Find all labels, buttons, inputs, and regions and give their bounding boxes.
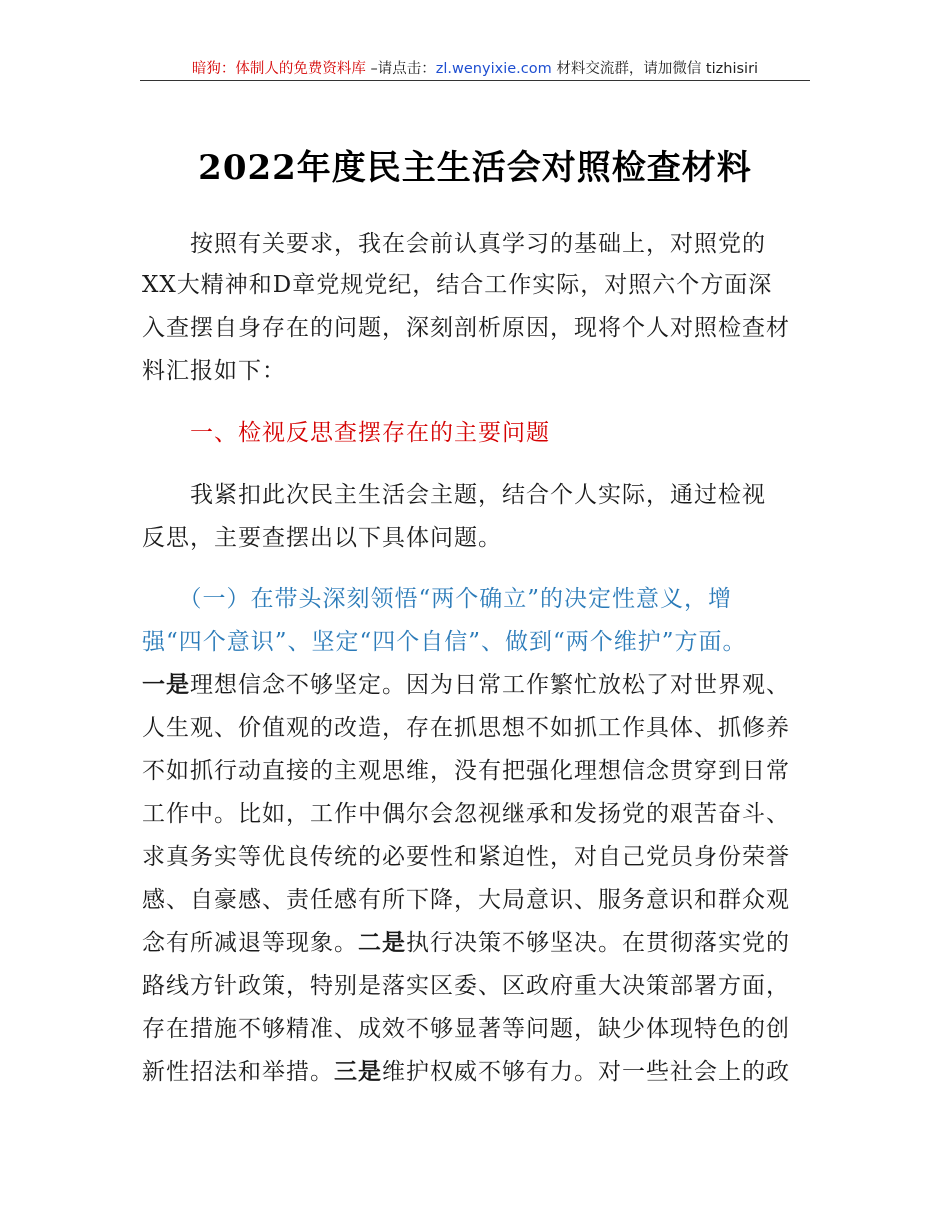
header-contact: 材料交流群，请加微信 tizhisiri xyxy=(551,61,759,77)
point-one-label: 一是 xyxy=(142,671,190,698)
body-line-7: 念有所减退等现象。二是执行决策不够坚决。在贯彻落实党的 xyxy=(142,929,790,956)
body-line-9: 存在措施不够精准、成效不够显著等问题，缺少体现特色的创 xyxy=(142,1016,790,1042)
page-header xyxy=(140,58,810,80)
intro-line-1: 按照有关要求，我在会前认真学习的基础上，对照党的 xyxy=(142,231,766,257)
intro-line-3: 入查摆自身存在的问题，深刻剖析原因，现将个人对照检查材 xyxy=(142,315,790,341)
body-line-4: 工作中。比如，工作中偶尔会忽视继承和发扬党的艰苦奋斗、 xyxy=(142,801,790,827)
subsection-heading-1a: （一）在带头深刻领悟“两个确立”的决定性意义，增 xyxy=(142,586,733,612)
point-three-label: 三是 xyxy=(334,1058,382,1085)
body-line-1: 一是理想信念不够坚定。因为日常工作繁忙放松了对世界观、 xyxy=(142,671,790,698)
header-rule xyxy=(140,80,810,81)
body-line-2: 人生观、价值观的改造，存在抓思想不如抓工作具体、抓修养 xyxy=(142,715,790,741)
header-link[interactable]: zl.wenyixie.com xyxy=(435,61,552,77)
body-line-3: 不如抓行动直接的主观思维，没有把强化理想信念贯穿到日常 xyxy=(142,758,790,784)
body-line-8: 路线方针政策，特别是落实区委、区政府重大决策部署方面， xyxy=(142,973,790,999)
section1-line-1: 我紧扣此次民主生活会主题，结合个人实际，通过检视 xyxy=(142,482,766,508)
section-heading-1: 一、检视反思查摆存在的主要问题 xyxy=(142,420,550,446)
header-site-name: 暗狗：体制人的免费资料库 xyxy=(191,61,366,77)
header-prompt: –请点击： xyxy=(365,61,436,77)
section1-line-2: 反思，主要查摆出以下具体问题。 xyxy=(142,525,502,551)
intro-line-2: XX大精神和D章党规党纪，结合工作实际，对照六个方面深 xyxy=(142,272,773,298)
body-line-5: 求真务实等优良传统的必要性和紧迫性，对自己党员身份荣誉 xyxy=(142,844,790,870)
body-line-6: 感、自豪感、责任感有所下降，大局意识、服务意识和群众观 xyxy=(142,887,790,913)
body-line-10: 新性招法和举措。三是维护权威不够有力。对一些社会上的政 xyxy=(142,1058,790,1085)
document-title: 2022年度民主生活会对照检查材料 xyxy=(198,148,752,188)
subsection-heading-1b: 强“四个意识”、坚定“四个自信”、做到“两个维护”方面。 xyxy=(142,629,747,655)
intro-line-4: 料汇报如下： xyxy=(142,358,286,384)
point-two-label: 二是 xyxy=(358,929,406,956)
